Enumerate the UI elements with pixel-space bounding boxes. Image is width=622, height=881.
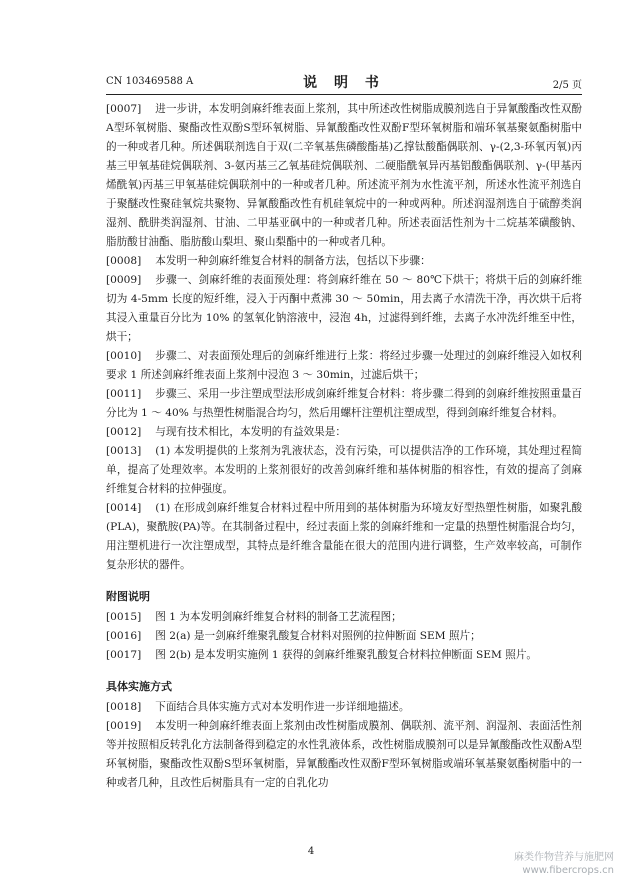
paragraph-0008 <box>106 252 582 271</box>
paragraph-number: [0019] <box>106 720 142 732</box>
paragraph-0017 <box>106 646 582 665</box>
paragraph-text: 图 2(a) 是一剑麻纤维聚乳酸复合材料对照例的拉伸断面 SEM 照片； <box>155 630 481 642</box>
paragraph-0011 <box>106 385 582 423</box>
watermark-site-name: 麻类作物营养与施肥网 <box>514 852 614 863</box>
paragraph-text: 进一步讲，本发明剑麻纤维表面上浆剂，其中所述改性树脂成膜剂选自于异氰酸酯改性双酚A型环氧树脂、聚酯改性双酚S型环氧树脂、异氰酸酯改性双酚F型环氧树脂和端环氧基聚氨酯树脂中的一种或者几种。所述偶联剂选自于双(二辛氧基焦磷酸酯基)乙撑钛酸酯偶联剂、γ-(2,3-环氧丙氧)丙基三甲氧基硅烷偶联剂、3-氨丙基三乙氧基硅烷偶联剂、二硬脂酰氧异丙基铝酸酯偶联剂、γ-(甲基丙烯酰氧)丙基三甲氧基硅烷偶联剂中的一种或者几种。所述流平剂为水性流平剂，所述水性流平剂选自于聚醚改性聚硅氧烷共聚物、异氰酸酯改性有机硅氧烷中的一种或两种。所述润湿剂选自于硫醇类润湿剂、酰肼类润湿剂、甘油、二甲基亚砜中的一种或者几种。所述表面活性剂为十二烷基苯磺酸钠、脂肪酸甘油酯、脂肪酸山梨坦、聚山梨酯中的一种或者几种。 <box>106 103 582 248</box>
section-heading-embodiment: 具体实施方式 <box>106 680 172 693</box>
paragraph-0019 <box>106 717 582 793</box>
paragraph-number: [0018] <box>106 701 142 713</box>
section-heading-figures: 附图说明 <box>106 590 150 603</box>
paragraph-number: [0009] <box>106 274 142 286</box>
page-indicator: 2/5 页 <box>552 80 582 91</box>
paragraph-number: [0011] <box>106 388 142 400</box>
publication-number: CN 103469588 A <box>106 76 194 87</box>
paragraph-text: 步骤二、对表面预处理后的剑麻纤维进行上浆：将经过步骤一处理过的剑麻纤维浸入如权利要求 1 所述剑麻纤维表面上浆剂中浸泡 3 ～ 30min，过滤后烘干； <box>106 350 582 381</box>
page-header <box>106 70 582 95</box>
paragraph-number: [0010] <box>106 350 142 362</box>
document-title: 说 明 书 <box>303 75 385 91</box>
paragraph-number: [0013] <box>106 445 142 457</box>
paragraph-text: 图 2(b) 是本发明实施例 1 获得的剑麻纤维聚乳酸复合材料拉伸断面 SEM 照片。 <box>155 649 538 661</box>
paragraph-text: 步骤一、剑麻纤维的表面预处理：将剑麻纤维在 50 ～ 80℃下烘干；将烘干后的剑麻纤维切为 4-5mm 长度的短纤维，浸入于丙酮中煮沸 30 ～ 50min，用去离子水清洗干净，再次烘干后将其浸入重量百分比为 10% 的氢氧化钠溶液中，浸泡 4h，过滤得到纤维，去离子水冲洗纤维至中性，烘干； <box>106 274 582 343</box>
paragraph-0010 <box>106 347 582 385</box>
paragraph-text: (1) 本发明提供的上浆剂为乳液状态，没有污染，可以提供洁净的工作环境，其处理过程简单，提高了处理效率。本发明的上浆剂很好的改善剑麻纤维和基体树脂的相容性，有效的提高了剑麻纤维复合材料的拉伸强度。 <box>106 445 582 495</box>
paragraph-number: [0017] <box>106 649 142 661</box>
paragraph-text: 图 1 为本发明剑麻纤维复合材料的制备工艺流程图； <box>155 611 402 623</box>
paragraph-0018 <box>106 698 582 717</box>
paragraph-text: (1) 在形成剑麻纤维复合材料过程中所用到的基体树脂为环境友好型热塑性树脂，如聚乳酸(PLA)，聚酰胺(PA)等。在其制备过程中，经过表面上浆的剑麻纤维和一定量的热塑性树脂混合均匀，用注塑机进行一次注塑成型，其特点是纤维含量能在很大的范围内进行调整，生产效率较高，可制作复杂形状的器件。 <box>106 502 582 571</box>
watermark-url: www.fibercrops.cn <box>522 865 614 876</box>
paragraph-0012 <box>106 423 582 442</box>
paragraph-number: [0012] <box>106 426 142 438</box>
paragraph-0013 <box>106 442 582 499</box>
paragraph-0015 <box>106 608 582 627</box>
paragraph-number: [0008] <box>106 255 142 267</box>
paragraph-0009 <box>106 271 582 347</box>
paragraph-text: 步骤三、采用一步注塑成型法形成剑麻纤维复合材料：将步骤二得到的剑麻纤维按照重量百分比为 1 ～ 40% 与热塑性树脂混合均匀，然后用螺杆注塑机注塑成型，得到剑麻纤维复合材料。 <box>106 388 582 419</box>
watermark <box>514 851 614 877</box>
paragraph-0016 <box>106 627 582 646</box>
paragraph-text: 与现有技术相比，本发明的有益效果是： <box>155 426 346 438</box>
page-number: 4 <box>307 846 315 857</box>
paragraph-text: 本发明一种剑麻纤维表面上浆剂由改性树脂成膜剂、偶联剂、流平剂、润湿剂、表面活性剂等并按照相反转乳化方法制备得到稳定的水性乳液体系，改性树脂成膜剂可以是异氰酸酯改性双酚A型环氧树脂，聚酯改性双酚S型环氧树脂，异氰酸酯改性双酚F型环氧树脂或端环氧基聚氨酯树脂中的一种或者几种，且改性后树脂具有一定的自乳化功 <box>106 720 582 789</box>
paragraph-number: [0015] <box>106 611 142 623</box>
paragraph-0007 <box>106 100 582 252</box>
paragraph-text: 下面结合具体实施方式对本发明作进一步详细地描述。 <box>155 701 410 713</box>
paragraph-number: [0016] <box>106 630 142 642</box>
paragraph-text: 本发明一种剑麻纤维复合材料的制备方法，包括以下步骤： <box>155 255 431 267</box>
paragraph-number: [0014] <box>106 502 142 514</box>
document-body <box>106 100 582 793</box>
paragraph-0014 <box>106 499 582 575</box>
paragraph-number: [0007] <box>106 103 142 115</box>
